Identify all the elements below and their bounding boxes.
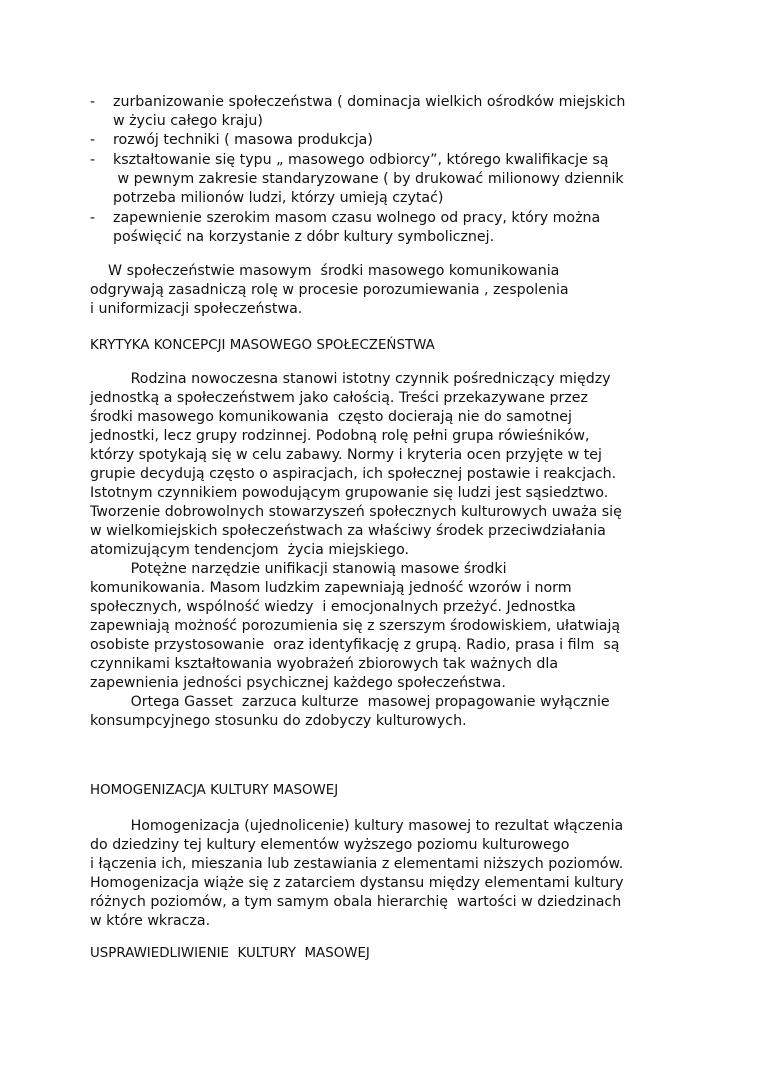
section-heading-usprawiedliwienie: USPRAWIEDLIWIENIE KULTURY MASOWEJ — [90, 946, 370, 961]
bullet-dash: - — [90, 132, 96, 148]
paragraph-line: grupie decydują często o aspiracjach, ich społecznej postawie i reakcjach. — [90, 466, 617, 482]
bullet-dash: - — [90, 94, 96, 110]
paragraph-line: komunikowania. Masom ludzkim zapewniają jedność wzorów i norm — [90, 580, 572, 596]
paragraph-line: Homogenizacja wiąże się z zatarciem dystansu między elementami kultury — [90, 875, 624, 891]
paragraph-line: Rodzina nowoczesna stanowi istotny czynnik pośredniczący między — [90, 371, 611, 387]
bullet-dash: - — [90, 210, 96, 226]
bullet-1-line-2: w życiu całego kraju) — [113, 113, 263, 129]
paragraph-line: którzy spotykają się w celu zabawy. Normy i kryteria ocen przyjęte w tej — [90, 447, 602, 463]
paragraph-line: różnych poziomów, a tym samym obala hierarchię wartości w dziedzinach — [90, 894, 622, 910]
paragraph-line: Tworzenie dobrowolnych stowarzyszeń społecznych kulturowych uważa się — [90, 504, 622, 520]
paragraph-line: jednostki, lecz grupy rodzinnej. Podobną rolę pełni grupa rówieśników, — [90, 428, 590, 444]
bullet-dash: - — [90, 152, 96, 168]
paragraph-line: W społeczeństwie masowym środki masowego komunikowania — [90, 263, 560, 279]
paragraph-line: zapewniają możność porozumienia się z szerszym środowiskiem, ułatwiają — [90, 618, 621, 634]
bullet-2-line-1: rozwój techniki ( masowa produkcja) — [113, 132, 373, 148]
bullet-4-line-2: poświęcić na korzystanie z dóbr kultury symbolicznej. — [113, 229, 495, 245]
paragraph-line: jednostką a społeczeństwem jako całością. Treści przekazywane przez — [90, 390, 588, 406]
bullet-3-line-3: potrzeba milionów ludzi, którzy umieją czytać) — [113, 190, 444, 206]
paragraph-line: Ortega Gasset zarzuca kulturze masowej propagowanie wyłącznie — [90, 694, 610, 710]
bullet-1-line-1: zurbanizowanie społeczeństwa ( dominacja wielkich ośrodków miejskich — [113, 94, 626, 110]
paragraph-line: osobiste przystosowanie oraz identyfikację z grupą. Radio, prasa i film są — [90, 637, 620, 653]
paragraph-line: Istotnym czynnikiem powodującym grupowanie się ludzi jest sąsiedztwo. — [90, 485, 609, 501]
paragraph-line: Potężne narzędzie unifikacji stanowią masowe środki — [90, 561, 507, 577]
paragraph-line: środki masowego komunikowania często docierają nie do samotnej — [90, 409, 572, 425]
paragraph-line: konsumpcyjnego stosunku do zdobyczy kulturowych. — [90, 713, 467, 729]
paragraph-line: odgrywają zasadniczą rolę w procesie porozumiewania , zespolenia — [90, 282, 569, 298]
paragraph-line: w wielkomiejskich społeczeństwach za właściwy środek przeciwdziałania — [90, 523, 606, 539]
paragraph-line: czynnikami kształtowania wyobrażeń zbiorowych tak ważnych dla — [90, 656, 559, 672]
paragraph-line: i łączenia ich, mieszania lub zestawiania z elementami niższych poziomów. — [90, 856, 624, 872]
paragraph-line: społecznych, wspólność wiedzy i emocjonalnych przeżyć. Jednostka — [90, 599, 576, 615]
paragraph-line: do dziedziny tej kultury elementów wyższego poziomu kulturowego — [90, 837, 570, 853]
bullet-3-line-1: kształtowanie się typu „ masowego odbiorcy”, którego kwalifikacje są — [113, 152, 609, 168]
bullet-3-line-2: w pewnym zakresie standaryzowane ( by drukować milionowy dziennik — [113, 171, 624, 187]
paragraph-line: zapewnienia jedności psychicznej każdego społeczeństwa. — [90, 675, 506, 691]
section-heading-homogenizacja: HOMOGENIZACJA KULTURY MASOWEJ — [90, 783, 339, 798]
bullet-4-line-1: zapewnienie szerokim masom czasu wolnego od pracy, który można — [113, 210, 601, 226]
paragraph-line: w które wkracza. — [90, 913, 211, 929]
paragraph-line: Homogenizacja (ujednolicenie) kultury masowej to rezultat włączenia — [90, 818, 624, 834]
paragraph-line: i uniformizacji społeczeństwa. — [90, 301, 303, 317]
section-heading-krytyka: KRYTYKA KONCEPCJI MASOWEGO SPOŁECZEŃSTWA — [90, 338, 435, 353]
paragraph-line: atomizującym tendencjom życia miejskiego. — [90, 542, 410, 558]
